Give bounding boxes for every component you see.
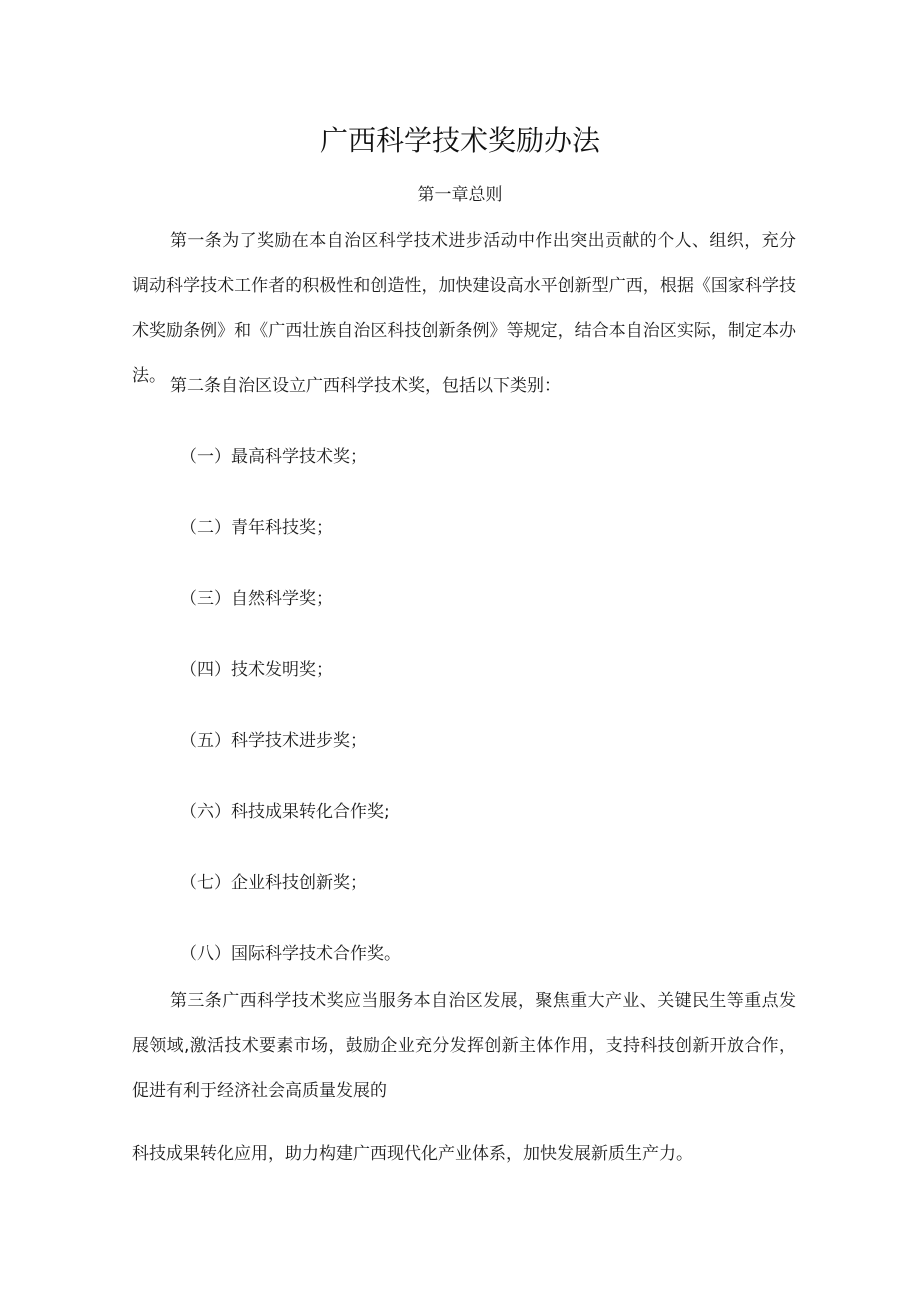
category-item-5: （五）科学技术进步奖； (180, 731, 367, 751)
category-item-8: （八）国际科学技术合作奖。 (180, 944, 401, 964)
category-item-7: （七）企业科技创新奖； (180, 873, 367, 893)
category-item-6: （六）科技成果转化合作奖; (180, 802, 390, 822)
article-3-continuation: 科技成果转化应用，助力构建广西现代化产业体系，加快发展新质生产力。 (132, 1144, 693, 1164)
document-title: 广西科学技术奖励办法 (319, 124, 600, 157)
chapter-heading: 第一章总则 (417, 185, 503, 205)
article-3-paragraph: 第三条广西科学技术奖应当服务本自治区发展，聚焦重大产业、关键民生等重点发展领域,激活技术要素市场，鼓励企业充分发挥创新主体作用，支持科技创新开放合作，促进有利于经济社会高质量发展的 (132, 991, 796, 1101)
category-item-3: （三）自然科学奖； (180, 589, 333, 609)
article-1-paragraph: 第一条为了奖励在本自治区科学技术进步活动中作出突出贡献的个人、组织，充分调动科学技术工作者的积极性和创造性，加快建设高水平创新型广西，根据《国家科学技术奖励条例》和《广西壮族自治区科技创新条例》等规定，结合本自治区实际，制定本办法。 (132, 231, 796, 386)
article-2-paragraph: 第二条自治区设立广西科学技术奖，包括以下类别： (170, 376, 561, 396)
category-item-4: （四）技术发明奖； (180, 660, 333, 680)
category-item-2: （二）青年科技奖； (180, 518, 333, 538)
category-item-1: （一）最高科学技术奖； (180, 447, 367, 467)
